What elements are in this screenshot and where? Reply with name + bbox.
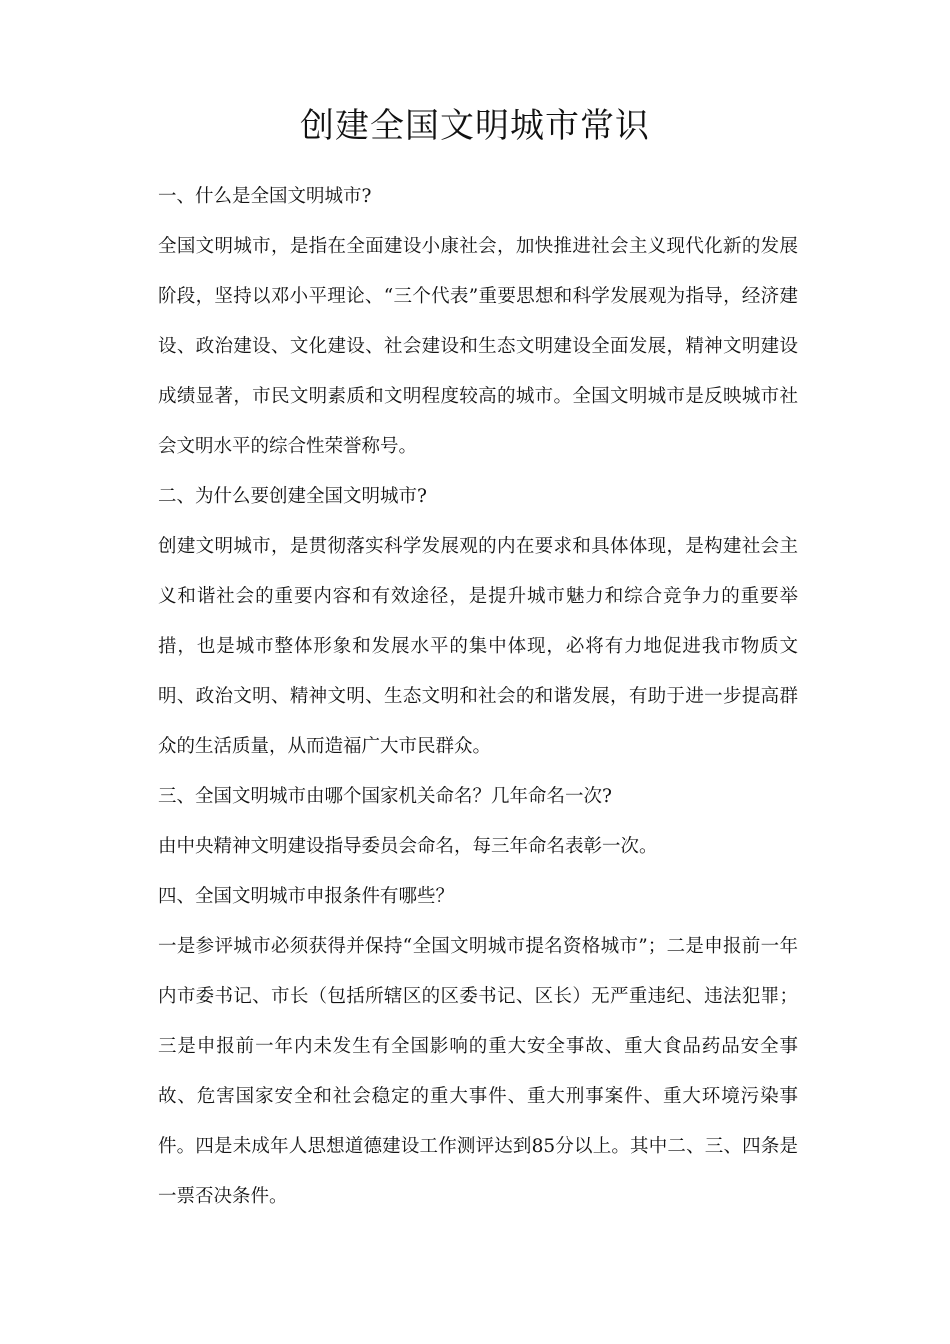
section-4-body: 一是参评城市必须获得并保持“全国文明城市提名资格城市”；二是申报前一年内市委书记、市长（包括所辖区的区委书记、区长）无严重违纪、违法犯罪；三是申报前一年内未发生有全国影响的重大安全事故、重大食品药品安全事故、危害国家安全和社会稳定的重大事件、重大刑事案件、重大环境污染事件。四是未成年人思想道德建设工作测评达到85分以上。其中二、三、四条是一票否决条件。 (158, 936, 798, 1207)
section-4-heading: 四、全国文明城市申报条件有哪些？ (158, 886, 455, 907)
section-1-body: 全国文明城市，是指在全面建设小康社会，加快推进社会主义现代化新的发展阶段，坚持以邓小平理论、“三个代表”重要思想和科学发展观为指导，经济建设、政治建设、文化建设、社会建设和生态文明建设全面发展，精神文明建设成绩显著，市民文明素质和文明程度较高的城市。全国文明城市是反映城市社会文明水平的综合性荣誉称号。 (158, 236, 798, 457)
section-2-body: 创建文明城市，是贯彻落实科学发展观的内在要求和具体体现，是构建社会主义和谐社会的重要内容和有效途径，是提升城市魅力和综合竞争力的重要举措，也是城市整体形象和发展水平的集中体现，必将有力地促进我市物质文明、政治文明、精神文明、生态文明和社会的和谐发展，有助于进一步提高群众的生活质量，从而造福广大市民群众。 (158, 536, 798, 757)
section-1-heading: 一、什么是全国文明城市? (158, 186, 372, 207)
document-title: 创建全国文明城市常识 (300, 106, 650, 146)
document-body (158, 172, 798, 1222)
section-3-heading: 三、全国文明城市由哪个国家机关命名？几年命名一次? (158, 786, 612, 807)
section-2-heading: 二、为什么要创建全国文明城市? (158, 486, 427, 507)
section-3-body: 由中央精神文明建设指导委员会命名，每三年命名表彰一次。 (158, 836, 658, 857)
